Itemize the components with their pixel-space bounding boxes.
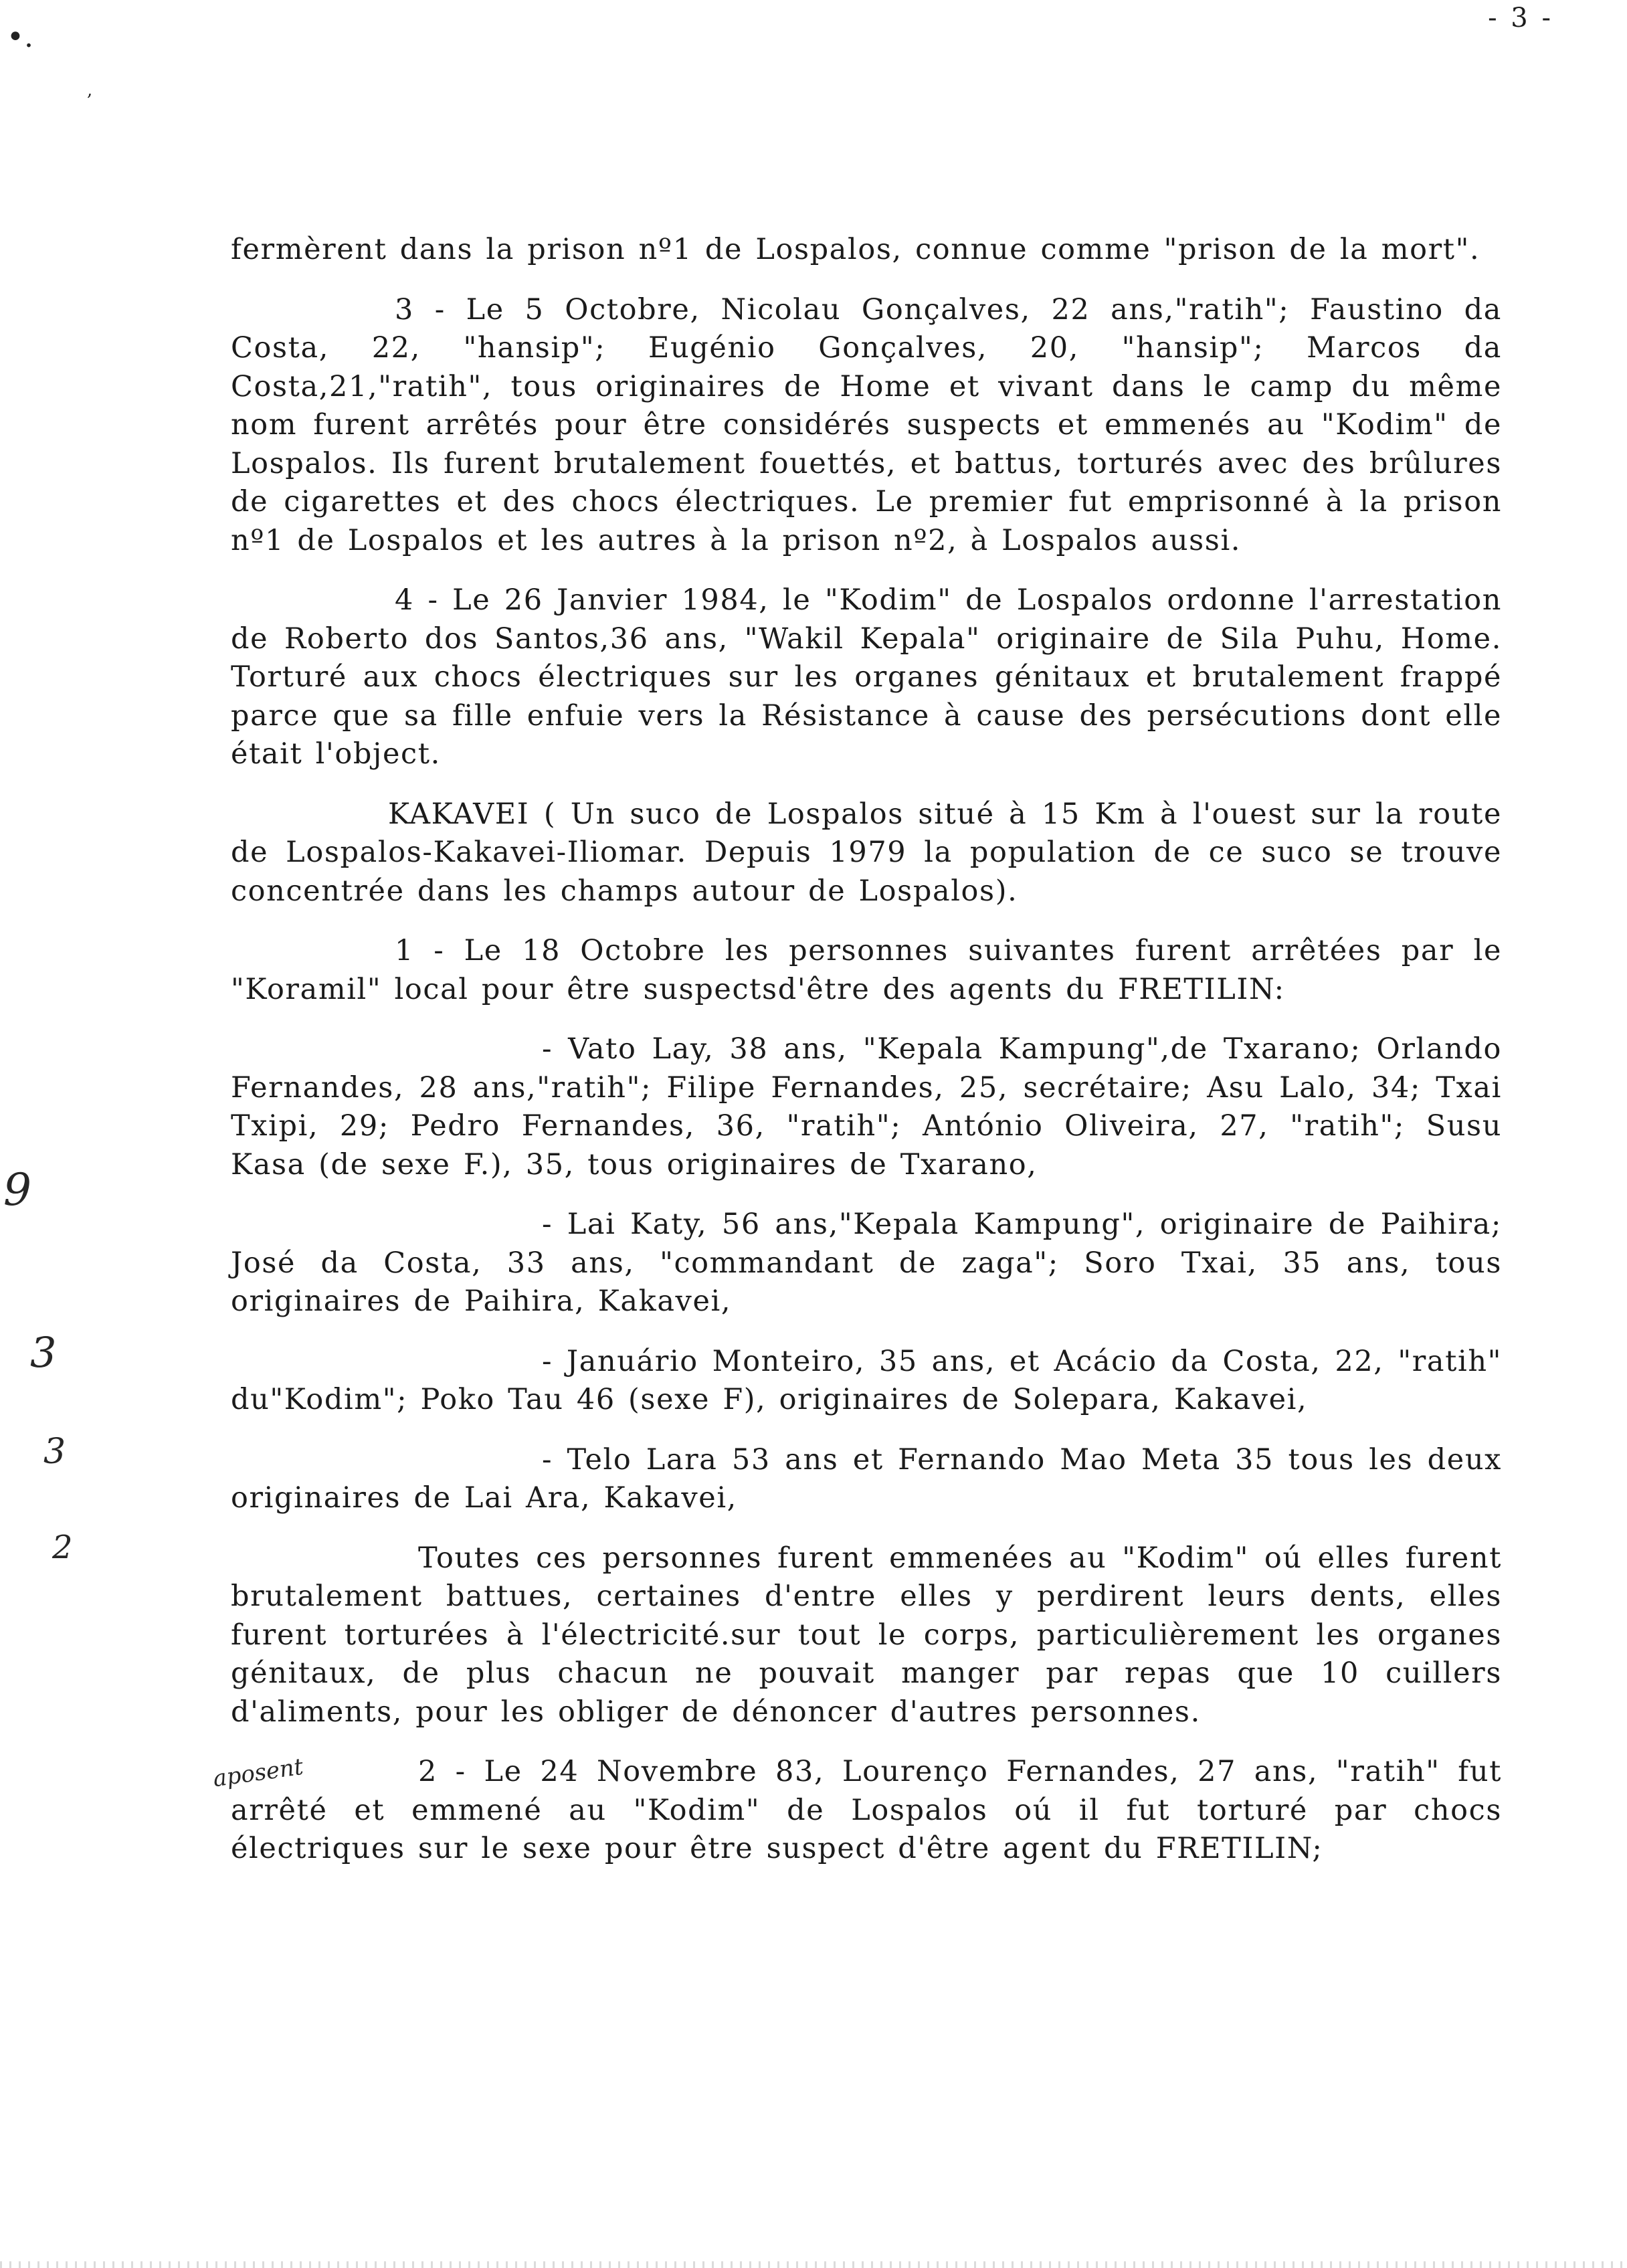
paragraph: 3 - Le 5 Octobre, Nicolau Gonçalves, 22 ans,"ratih"; Faustino da Costa, 22, "hansip"; Eugénio Gonçalves, 20, "hansip"; Marcos da Costa,21,"ratih", tous originaires de Home et vivant dans le camp du même nom furent arrêtés pour être considérés suspects et emmenés au "Kodim" de Lospalos. Ils furent brutalement fouettés, et battus, torturés avec des brûlures de cigarettes et des chocs électriques. Le premier fut emprisonné à la prison nº1 de Lospalos et les autres à la prison nº2, à Lospalos aussi. <box>231 292 1502 557</box>
list-item: - Januário Monteiro, 35 ans, et Acácio da Costa, 22, "ratih" du"Kodim"; Poko Tau 46 (sexe F), originaires de Solepara, Kakavei, <box>231 1344 1502 1416</box>
paragraph: 1 - Le 18 Octobre les personnes suivantes furent arrêtées par le "Koramil" local pour être suspectsd'être des agents du FRETILIN: <box>231 934 1502 1006</box>
list-item: - Lai Katy, 56 ans,"Kepala Kampung", originaire de Paihira; José da Costa, 33 ans, "commandant de zaga"; Soro Txai, 35 ans, tous originaires de Paihira, Kakavei, <box>231 1208 1502 1318</box>
paragraph: 4 - Le 26 Janvier 1984, le "Kodim" de Lospalos ordonne l'arrestation de Roberto dos Santos,36 ans, "Wakil Kepala" originaire de Sila Puhu, Home. Torturé aux chocs électriques sur les organes génitaux et brutalement frappé parce que sa fille enfuie vers la Résistance à cause des persécutions dont elle était l'object. <box>231 583 1502 771</box>
paragraph: Toutes ces personnes furent emmenées au "Kodim" oú elles furent brutalement battues, certaines d'entre elles y perdirent leurs dents, elles furent torturées à l'électricité.sur tout le corps, particulièrement les organes génitaux, de plus chacun ne pouvait manger par repas que 10 cuillers d'aliments, pour les obliger de dénoncer d'autres personnes. <box>231 1541 1502 1729</box>
margin-mark: 9 <box>3 1164 31 1216</box>
list-item: - Vato Lay, 38 ans, "Kepala Kampung",de Txarano; Orlando Fernandes, 28 ans,"ratih"; Filipe Fernandes, 25, secrétaire; Asu Lalo, 34; Txai Txipi, 29; Pedro Fernandes, 36, "ratih"; António Oliveira, 27, "ratih"; Susu Kasa (de sexe F.), 35, tous originaires de Txarano, <box>231 1032 1502 1182</box>
margin-mark: 3 <box>43 1432 66 1472</box>
handwritten-margin-note: aposent <box>211 1753 305 1793</box>
paragraph: fermèrent dans la prison nº1 de Lospalos, connue comme "prison de la mort". <box>231 233 1480 266</box>
page-number: - 3 - <box>1488 3 1553 33</box>
section-heading-paragraph: KAKAVEI ( Un suco de Lospalos situé à 15 Km à l'ouest sur la route de Lospalos-Kakavei-Iliomar. Depuis 1979 la population de ce suco se trouve concentrée dans les champs autour de Lospalos). <box>231 797 1502 908</box>
list-item: - Telo Lara 53 ans et Fernando Mao Meta 35 tous les deux originaires de Lai Ara, Kakavei, <box>231 1442 1502 1515</box>
document-body <box>231 231 1502 1869</box>
ink-speck: •. <box>7 20 33 54</box>
margin-mark: 2 <box>52 1529 73 1566</box>
ink-speck: , <box>87 80 93 100</box>
scan-edge-noise <box>0 2261 1627 2268</box>
margin-mark: 3 <box>30 1328 57 1377</box>
paragraph: 2 - Le 24 Novembre 83, Lourenço Fernandes, 27 ans, "ratih" fut arrêté et emmené au "Kodim" de Lospalos oú il fut torturé par chocs électriques sur le sexe pour être suspect d'être agent du FRETILIN; <box>231 1755 1502 1865</box>
